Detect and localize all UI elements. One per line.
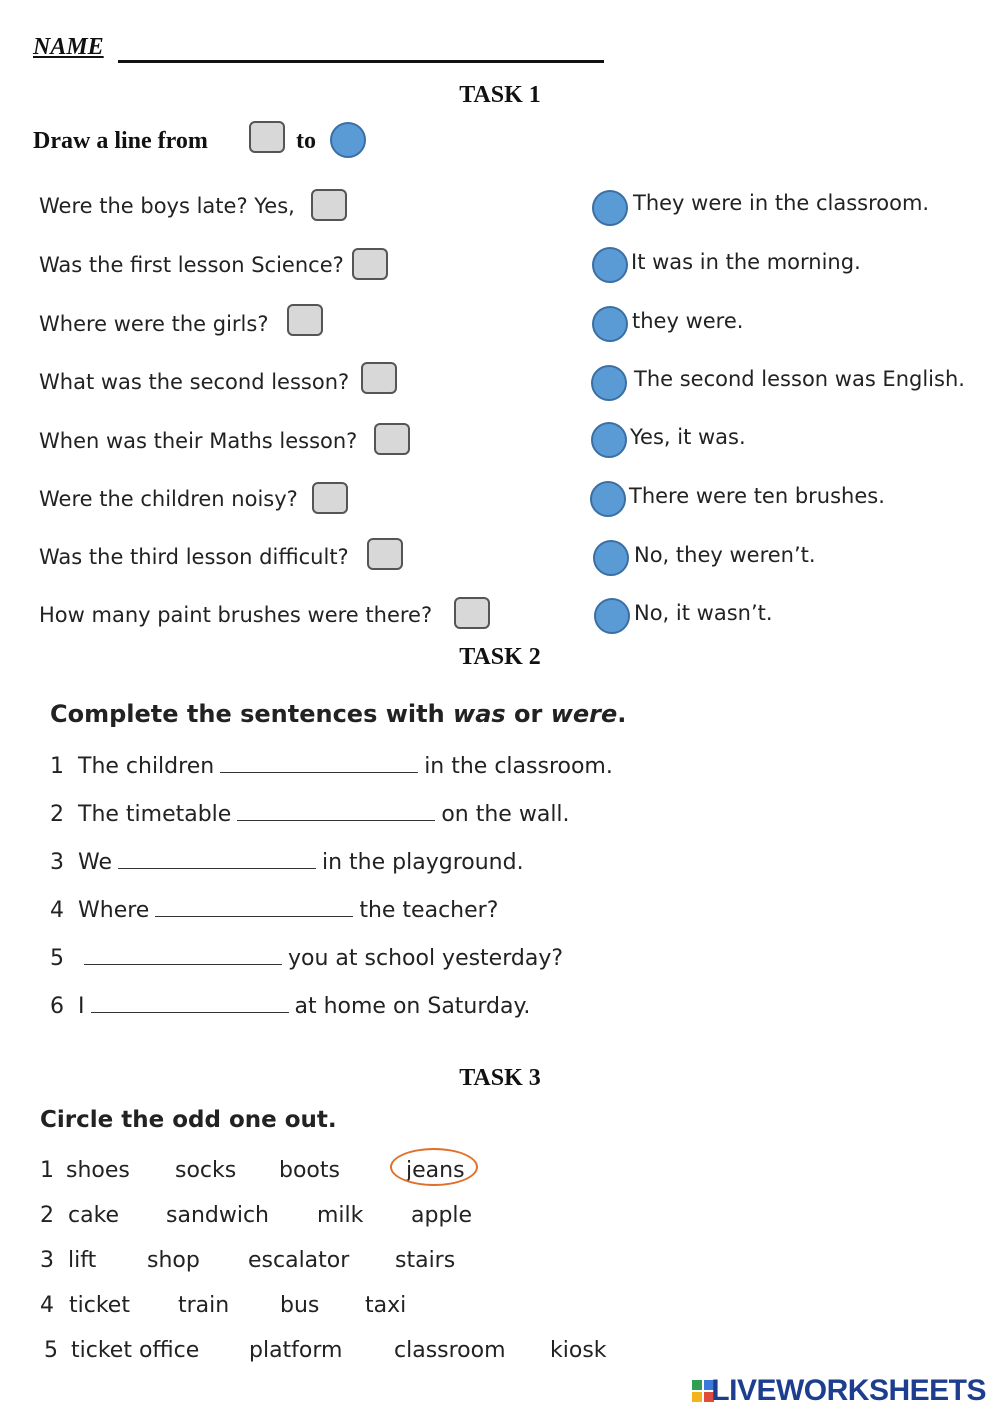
row-number: 3	[40, 1248, 54, 1273]
odd-row-5	[40, 1338, 640, 1368]
name-input-line[interactable]	[118, 60, 604, 63]
answer-7: No, they weren’t.	[634, 543, 816, 567]
answer-blank[interactable]	[91, 994, 289, 1013]
row-number: 5	[44, 1338, 58, 1363]
odd-row-3	[40, 1248, 640, 1278]
sentence-number: 4	[50, 898, 64, 923]
odd-word[interactable]: taxi	[365, 1293, 407, 1318]
answer-blank[interactable]	[118, 850, 316, 869]
answer-2: It was in the morning.	[631, 250, 861, 274]
sentence-5	[50, 946, 563, 971]
task2-instruction	[50, 700, 626, 728]
answer-3-dot[interactable]	[592, 306, 628, 342]
word-were: were	[550, 700, 618, 728]
question-8: How many paint brushes were there?	[39, 603, 433, 627]
odd-word[interactable]: boots	[279, 1158, 340, 1183]
liveworksheets-logo: LIVEWORKSHEETS	[711, 1374, 986, 1407]
instruction-circle-icon	[330, 122, 366, 158]
sentence-after: at home on Saturday.	[294, 994, 531, 1019]
sentence-4	[50, 898, 498, 923]
question-6-box[interactable]	[312, 482, 348, 514]
question-3: Where were the girls?	[39, 312, 269, 336]
sentence-before: I	[78, 994, 85, 1019]
odd-word[interactable]: shop	[147, 1248, 200, 1273]
question-1-box[interactable]	[311, 189, 347, 221]
answer-4: The second lesson was English.	[634, 367, 965, 391]
question-7: Was the third lesson difficult?	[39, 545, 349, 569]
answer-8: No, it wasn’t.	[634, 601, 773, 625]
answer-5-dot[interactable]	[591, 422, 627, 458]
name-label: NAME	[33, 34, 104, 60]
odd-row-4	[40, 1293, 640, 1323]
sentence-before: The children	[78, 754, 215, 779]
instruction-period: .	[617, 700, 627, 728]
answer-blank[interactable]	[220, 754, 418, 773]
task3-title: TASK 3	[459, 1065, 541, 1091]
row-number: 4	[40, 1293, 54, 1318]
instruction-to: to	[296, 128, 316, 154]
sentence-number: 1	[50, 754, 64, 779]
sentence-before: We	[78, 850, 112, 875]
instruction-text: Complete the sentences with	[50, 700, 454, 728]
circled-answer-mark	[390, 1148, 478, 1186]
task1-instruction	[33, 128, 208, 155]
sentence-after: the teacher?	[359, 898, 499, 923]
task3-instruction: Circle the odd one out.	[40, 1107, 337, 1133]
sentence-after: in the classroom.	[424, 754, 613, 779]
odd-word[interactable]: escalator	[248, 1248, 350, 1273]
odd-word[interactable]: sandwich	[166, 1203, 269, 1228]
answer-3: they were.	[632, 309, 744, 333]
answer-8-dot[interactable]	[594, 598, 630, 634]
sentence-6	[50, 994, 530, 1019]
odd-word[interactable]: shoes	[66, 1158, 130, 1183]
sentence-number: 3	[50, 850, 64, 875]
question-4-box[interactable]	[361, 362, 397, 394]
odd-row-1	[40, 1158, 640, 1188]
answer-1: They were in the classroom.	[633, 191, 930, 215]
odd-word[interactable]: apple	[411, 1203, 473, 1228]
odd-word[interactable]: ticket	[69, 1293, 130, 1318]
sentence-2	[50, 802, 570, 827]
answer-6-dot[interactable]	[590, 481, 626, 517]
odd-word[interactable]: kiosk	[550, 1338, 607, 1363]
sentence-after: on the wall.	[441, 802, 570, 827]
instruction-prefix: Draw a line from	[33, 128, 208, 154]
odd-word[interactable]: lift	[68, 1248, 97, 1273]
odd-word[interactable]: socks	[175, 1158, 237, 1183]
task1-title: TASK 1	[459, 82, 541, 108]
answer-7-dot[interactable]	[593, 540, 629, 576]
sentence-after: you at school yesterday?	[288, 946, 564, 971]
question-3-box[interactable]	[287, 304, 323, 336]
sentence-after: in the playground.	[322, 850, 524, 875]
sentence-3	[50, 850, 524, 875]
sentence-1	[50, 754, 613, 779]
odd-word[interactable]: milk	[317, 1203, 364, 1228]
odd-word[interactable]: platform	[249, 1338, 343, 1363]
odd-word[interactable]: jeans	[406, 1158, 465, 1183]
question-6: Were the children noisy?	[39, 487, 298, 511]
sentence-number: 2	[50, 802, 64, 827]
question-5-box[interactable]	[374, 423, 410, 455]
question-4: What was the second lesson?	[39, 370, 350, 394]
odd-word[interactable]: bus	[280, 1293, 320, 1318]
question-8-box[interactable]	[454, 597, 490, 629]
question-5: When was their Maths lesson?	[39, 429, 358, 453]
row-number: 2	[40, 1203, 54, 1228]
odd-word[interactable]: ticket office	[71, 1338, 200, 1363]
instruction-box-icon	[249, 121, 285, 153]
odd-word[interactable]: train	[178, 1293, 230, 1318]
question-1: Were the boys late? Yes,	[39, 194, 295, 218]
answer-blank[interactable]	[84, 946, 282, 965]
sentence-before: The timetable	[78, 802, 232, 827]
answer-blank[interactable]	[237, 802, 435, 821]
odd-word[interactable]: classroom	[394, 1338, 506, 1363]
answer-4-dot[interactable]	[591, 365, 627, 401]
question-7-box[interactable]	[367, 538, 403, 570]
answer-6: There were ten brushes.	[629, 484, 885, 508]
sentence-before: Where	[78, 898, 150, 923]
row-number: 1	[40, 1158, 54, 1183]
sentence-number: 6	[50, 994, 64, 1019]
answer-blank[interactable]	[155, 898, 353, 917]
task2-title: TASK 2	[459, 644, 541, 670]
word-was: was	[453, 700, 506, 728]
odd-word[interactable]: stairs	[395, 1248, 456, 1273]
question-2-box[interactable]	[352, 248, 388, 280]
odd-row-2	[40, 1203, 640, 1233]
question-2: Was the first lesson Science?	[39, 253, 344, 277]
answer-1-dot[interactable]	[592, 190, 628, 226]
answer-2-dot[interactable]	[592, 247, 628, 283]
word-or: or	[505, 700, 551, 728]
answer-5: Yes, it was.	[630, 425, 746, 449]
sentence-number: 5	[50, 946, 64, 971]
odd-word[interactable]: cake	[68, 1203, 120, 1228]
